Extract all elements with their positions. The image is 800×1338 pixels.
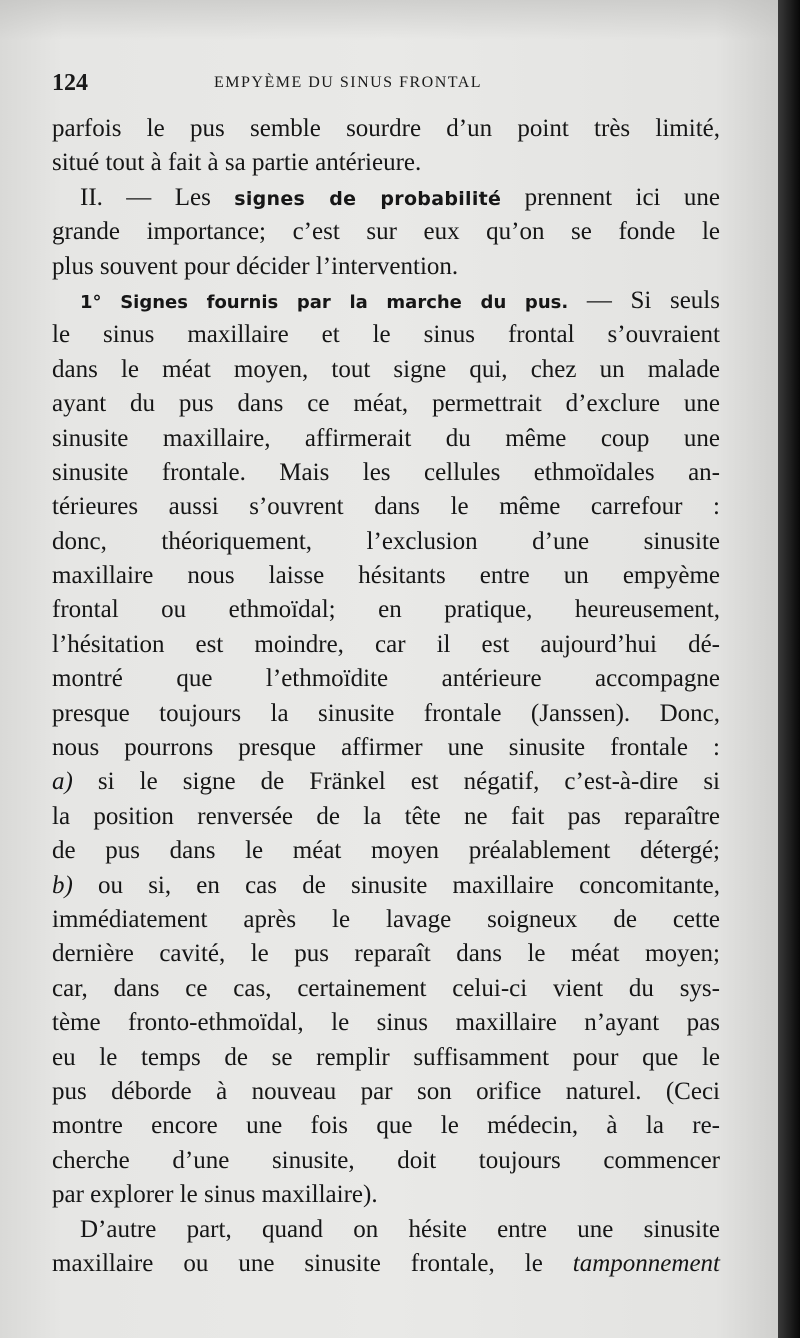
text-line: dans le méat moyen, tout signe qui, chez un malade <box>52 355 720 383</box>
text-line <box>52 1247 720 1281</box>
text-line: dernière cavité, le pus reparaît dans le méat moyen; <box>52 940 720 968</box>
text-run: prennent ici une <box>501 183 721 211</box>
text-line: pus déborde à nouveau par son orifice naturel. (Ceci <box>52 1077 720 1105</box>
page-number: 124 <box>52 70 88 96</box>
text-line: presque toujours la sinusite frontale (Janssen). Donc, <box>52 699 720 727</box>
text-line: plus souvent pour décider l’intervention. <box>52 252 459 280</box>
text-line: parfois le pus semble sourdre d’un point très limité, <box>52 115 720 142</box>
text-line: cherche d’une sinusite, doit toujours commencer <box>52 1146 720 1174</box>
text-line: montre encore une fois que le médecin, à la re- <box>52 1112 720 1140</box>
text-run: ou si, en cas de sinusite maxillaire concomitante, <box>72 871 720 899</box>
text-line <box>52 869 720 903</box>
page-header <box>52 70 722 100</box>
scan-dark-edge <box>778 0 800 1338</box>
text-line: immédiatement après le lavage soigneux de cette <box>52 905 720 933</box>
text-line: eu le temps de se remplir suffisamment pour que le <box>52 1043 720 1071</box>
bold-term: signes de probabilité <box>234 187 502 210</box>
text-line: tème fronto-ethmoïdal, le sinus maxillaire n’ayant pas <box>52 1009 720 1037</box>
text-run: maxillaire ou une sinusite frontale, le <box>52 1249 573 1277</box>
italic-term: tamponnement <box>572 1249 720 1277</box>
text-line: ayant du pus dans ce méat, permettrait d’exclure une <box>52 390 720 418</box>
running-title: EMPYÈME DU SINUS FRONTAL <box>214 74 483 91</box>
section-heading: 1° Signes fournis par la marche du pus. <box>80 291 569 313</box>
text-line: D’autre part, quand on hésite entre une sinusite <box>80 1215 720 1243</box>
list-marker-b: b) <box>52 871 73 899</box>
text-run: si le signe de Fränkel est négatif, c’est-à-dire si <box>72 768 720 796</box>
text-line: le sinus maxillaire et le sinus frontal s’ouvraient <box>52 321 720 349</box>
text-line: situé tout à fait à sa partie antérieure. <box>52 149 422 177</box>
text-line: sinusite maxillaire, affirmerait du même coup une <box>52 424 720 452</box>
text-line <box>52 765 720 799</box>
text-line: nous pourrons presque affirmer une sinusite frontale : <box>52 734 720 762</box>
text-line: de pus dans le méat moyen préalablement détergé; <box>52 837 720 865</box>
text-line: térieures aussi s’ouvrent dans le même carrefour : <box>52 493 720 521</box>
text-line: l’hésitation est moindre, car il est aujourd’hui dé- <box>52 630 720 658</box>
text-line: sinusite frontale. Mais les cellules ethmoïdales an- <box>52 458 720 486</box>
text-line: montré que l’ethmoïdite antérieure accompagne <box>52 665 720 693</box>
text-line <box>52 181 720 215</box>
text-run: — Si seuls <box>568 286 720 314</box>
text-line: la position renversée de la tête ne fait pas reparaître <box>52 802 720 830</box>
text-line: maxillaire nous laisse hésitants entre un empyème <box>52 562 720 590</box>
list-marker-a: a) <box>52 768 73 796</box>
text-line: frontal ou ethmoïdal; en pratique, heureusement, <box>52 596 720 624</box>
text-line: grande importance; c’est sur eux qu’on se fonde le <box>52 218 720 246</box>
page-body-text <box>52 112 720 1281</box>
text-line: car, dans ce cas, certainement celui-ci vient du sys- <box>52 974 720 1002</box>
text-line: donc, théoriquement, l’exclusion d’une sinusite <box>52 527 720 555</box>
text-line <box>52 284 720 318</box>
text-line: par explorer le sinus maxillaire). <box>52 1181 378 1209</box>
text-run: II. — Les <box>80 183 235 211</box>
